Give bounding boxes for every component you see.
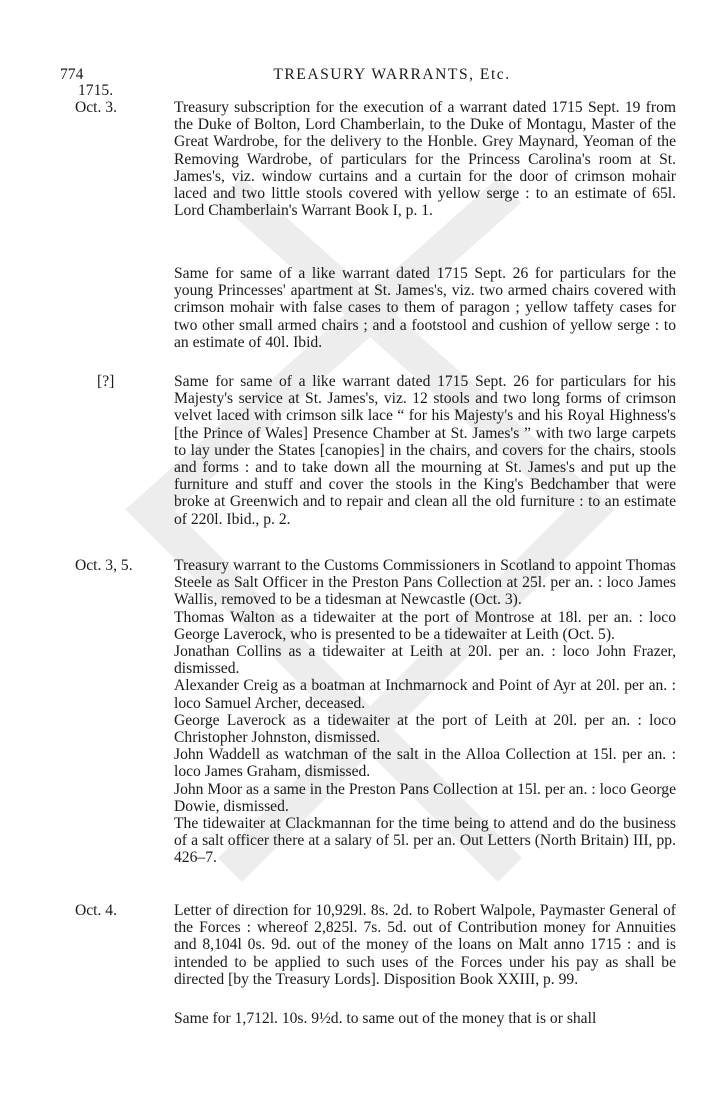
entry-text bbox=[174, 265, 676, 351]
paragraph: Same for same of a like warrant dated 1715 Sept. 26 for particulars for his Majesty's service at St. James's, viz. 12 stools and two long forms of crimson velvet laced with crimson silk lace “ for his Majesty's and his Royal Highness's [the Prince of Wales] Presence Chamber at St. James's ” with two large carpets to lay under the States [canopies] in the chairs, and covers for the chairs, stools and forms : and to take down all the mourning at St. James's and put up the furniture and stuff and cover the stools in the King's Bedchamber that were broke at Greenwich and to repair and clean all the old furniture : to an estimate of 220l. Ibid., p. 2. bbox=[174, 373, 676, 528]
paragraph: Alexander Creig as a boatman at Inchmarnock and Point of Ayr at 20l. per an. : loco Samuel Archer, deceased. bbox=[174, 677, 676, 712]
year-marker: 1715. bbox=[78, 82, 114, 99]
entry-date: Oct. 3, 5. bbox=[75, 557, 133, 574]
paragraph: Same for 1,712l. 10s. 9½d. to same out of the money that is or shall bbox=[174, 1010, 597, 1027]
paragraph: George Laverock as a tidewaiter at the port of Leith at 20l. per an. : loco Christopher Johnston, dismissed. bbox=[174, 711, 676, 747]
paragraph: John Waddell as watchman of the salt in the Alloa Collection at 15l. per an. : loco James Graham, dismissed. bbox=[174, 746, 676, 781]
paragraph: Treasury warrant to the Customs Commissioners in Scotland to appoint Thomas Steele as Salt Officer in the Preston Pans Collection at 25l. per an. : loco James Wallis, removed to be a tidesman at Newcastle (Oct. 3). bbox=[174, 557, 676, 609]
paragraph: Treasury subscription for the execution of a warrant dated 1715 Sept. 19 from the Duke of Bolton, Lord Chamberlain, to the Duke of Montagu, Master of the Great Wardrobe, for the delivery to the Honble. Grey Maynard, Yeoman of the Removing Wardrobe, of particulars for the Princess Carolina's room at St. James's, viz. window curtains and a curtain for the door of crimson mohair laced and two little stools covered with yellow serge : to an estimate of 65l. Lord Chamberlain's Warrant Book I, p. 1. bbox=[174, 99, 676, 220]
entry-date: Oct. 3. bbox=[75, 99, 118, 116]
entry-text bbox=[174, 902, 676, 988]
paragraph: John Moor as a same in the Preston Pans Collection at 15l. per an. : loco George Dowie, dismissed. bbox=[174, 780, 676, 815]
page-number: 774 bbox=[60, 66, 84, 83]
entry-text bbox=[174, 1010, 676, 1027]
running-title: TREASURY WARRANTS, Etc. bbox=[273, 66, 511, 83]
paragraph: Jonathan Collins as a tidewaiter at Leith at 20l. per an. : loco John Frazer, dismissed. bbox=[174, 643, 676, 678]
entry-text bbox=[174, 99, 676, 219]
paragraph: The tidewaiter at Clackmannan for the time being to attend and do the business of a salt officer there at a salary of 5l. per an. Out Letters (North Britain) III, pp. 426–7. bbox=[174, 815, 676, 867]
paragraph: Thomas Walton as a tidewaiter at the port of Montrose at 18l. per an. : loco George Laverock, who is presented to be a tidewaiter at Leith (Oct. 5). bbox=[174, 608, 676, 643]
entry-date: Oct. 4. bbox=[75, 902, 118, 919]
entry-text bbox=[174, 557, 676, 867]
paragraph: Letter of direction for 10,929l. 8s. 2d. to Robert Walpole, Paymaster General of the Forces : whereof 2,825l. 7s. 5d. out of Contribution money for Annuities and 8,104l 0s. 9d. out of the money of the loans on Malt anno 1715 : and is intended to be applied to such uses of the Forces under his pay as shall be directed [by the Treasury Lords]. Disposition Book XXIII, p. 99. bbox=[174, 902, 676, 988]
entry-date: [?] bbox=[97, 373, 115, 390]
paragraph: Same for same of a like warrant dated 1715 Sept. 26 for particulars for the young Princesses' apartment at St. James's, viz. two armed chairs covered with crimson mohair with false cases to them of paragon ; yellow taffety cases for two other small armed chairs ; and a footstool and cushion of yellow serge : to an estimate of 40l. Ibid. bbox=[174, 265, 676, 351]
entry-text bbox=[174, 373, 676, 528]
